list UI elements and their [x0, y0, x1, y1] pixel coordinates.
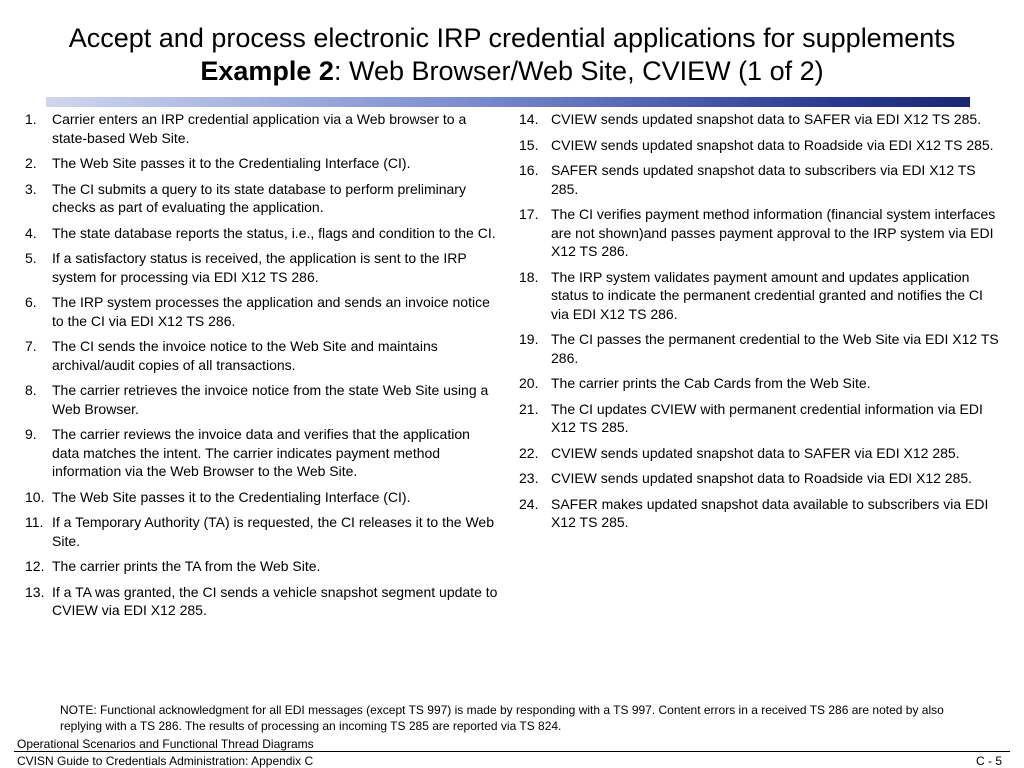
- step-text: The state database reports the status, i.e., flags and condition to the CI.: [52, 224, 496, 241]
- step-text: The CI sends the invoice notice to the Web Site and maintains archival/audit copies of all transactions.: [52, 338, 438, 373]
- slide-title: [0, 22, 1024, 88]
- step-text: The IRP system processes the application and sends an invoice notice to the CI via EDI X12 TS 286.: [52, 294, 490, 329]
- step-number: 10.: [25, 488, 45, 505]
- step-number: 20.: [519, 375, 539, 391]
- step-item: [25, 425, 500, 481]
- step-number: 24.: [519, 495, 539, 512]
- title-example-label: Example 2: [200, 56, 334, 86]
- step-text: CVIEW sends updated snapshot data to Roadside via EDI X12 TS 285.: [551, 136, 994, 153]
- step-text: The CI verifies payment method information (financial system interfaces are not shown)and passes payment approval to the IRP system via EDI X12 TS 286.: [551, 206, 996, 259]
- step-item: [25, 154, 500, 173]
- footer-page-number: C - 5: [975, 754, 1002, 768]
- footer-divider: [14, 751, 1010, 752]
- step-text: The carrier retrieves the invoice notice from the state Web Site using a Web Browser.: [52, 382, 489, 417]
- title-main: Accept and process electronic IRP credential applications for supplements: [68, 23, 956, 53]
- step-item: [519, 136, 1004, 155]
- title-example-description: : Web Browser/Web Site, CVIEW (1 of 2): [333, 56, 824, 86]
- step-text: If a satisfactory status is received, the application is sent to the IRP system for processing via EDI X12 TS 286.: [52, 250, 467, 285]
- step-number: 11.: [25, 514, 44, 530]
- step-item: [519, 330, 1004, 367]
- step-number: 12.: [25, 558, 45, 574]
- step-text: The carrier prints the TA from the Web Site.: [52, 558, 321, 574]
- step-item: [25, 513, 500, 550]
- step-text: The CI updates CVIEW with permanent credential information via EDI X12 TS 285.: [551, 400, 983, 435]
- footer-document-title: CVISN Guide to Credentials Administration: Appendix C: [17, 754, 314, 768]
- step-number: 13.: [25, 583, 45, 600]
- step-number: 3.: [25, 180, 37, 197]
- step-item: [25, 557, 500, 576]
- step-item: [25, 337, 500, 374]
- step-number: 5.: [25, 250, 37, 266]
- step-text: The IRP system validates payment amount and updates application status to indicate the permanent credential granted and notifies the CI via EDI X12 TS 286.: [551, 268, 983, 322]
- step-text: The carrier reviews the invoice data and verifies that the application data matches the intent. The carrier indicates payment method information via the Web Browser to the Web Site.: [52, 426, 470, 479]
- step-number: 18.: [519, 268, 539, 285]
- step-text: If a Temporary Authority (TA) is requested, the CI releases it to the Web Site.: [52, 514, 494, 549]
- steps-left-column: [25, 110, 500, 627]
- step-text: The Web Site passes it to the Credentialing Interface (CI).: [52, 488, 411, 505]
- step-number: 9.: [25, 426, 37, 442]
- step-number: 15.: [519, 136, 539, 153]
- step-number: 4.: [25, 224, 37, 241]
- step-number: 1.: [25, 111, 37, 127]
- step-number: 23.: [519, 470, 539, 486]
- step-item: [25, 249, 500, 286]
- step-text: The CI passes the permanent credential to the Web Site via EDI X12 TS 286.: [551, 331, 999, 366]
- footer-section-title: Operational Scenarios and Functional Thread Diagrams: [17, 737, 314, 751]
- step-text: CVIEW sends updated snapshot data to Roadside via EDI X12 285.: [551, 470, 973, 486]
- step-item: [25, 293, 500, 330]
- step-item: [519, 110, 1004, 129]
- step-text: CVIEW sends updated snapshot data to SAFER via EDI X12 285.: [551, 444, 960, 461]
- step-item: [519, 400, 1004, 437]
- step-number: 21.: [519, 400, 539, 417]
- step-item: [519, 469, 1004, 488]
- step-item: [519, 205, 1004, 261]
- step-item: [519, 374, 1004, 393]
- step-number: 7.: [25, 338, 37, 354]
- steps-right-column: [519, 110, 1004, 539]
- step-text: Carrier enters an IRP credential application via a Web browser to a state-based Web Site.: [52, 111, 467, 146]
- step-item: [25, 583, 500, 620]
- step-item: [25, 381, 500, 418]
- edi-acknowledgment-note: NOTE: Functional acknowledgment for all EDI messages (except TS 997) is made by responding with a TS 997. Content errors in a received TS 286 are noted by also replying with a TS 286. The results of processing an incoming TS 285 are reported via TS 824.: [60, 703, 944, 733]
- step-text: If a TA was granted, the CI sends a vehicle snapshot segment update to CVIEW via EDI X12 285.: [52, 583, 498, 618]
- step-number: 6.: [25, 294, 37, 310]
- step-item: [25, 488, 500, 507]
- step-text: SAFER makes updated snapshot data available to subscribers via EDI X12 TS 285.: [551, 495, 989, 530]
- step-item: [25, 180, 500, 217]
- step-number: 2.: [25, 155, 37, 171]
- step-text: The CI submits a query to its state database to perform preliminary checks as part of evaluating the application.: [52, 180, 466, 215]
- step-item: [519, 268, 1004, 324]
- step-number: 19.: [519, 331, 539, 347]
- step-item: [519, 495, 1004, 532]
- step-text: CVIEW sends updated snapshot data to SAFER via EDI X12 TS 285.: [551, 111, 982, 127]
- step-number: 22.: [519, 444, 539, 461]
- step-number: 14.: [519, 111, 539, 127]
- step-number: 16.: [519, 162, 539, 178]
- step-item: [25, 110, 500, 147]
- title-gradient-bar: [46, 97, 970, 107]
- step-text: The carrier prints the Cab Cards from the Web Site.: [551, 375, 871, 391]
- step-text: The Web Site passes it to the Credentialing Interface (CI).: [52, 155, 411, 171]
- step-number: 8.: [25, 382, 37, 398]
- step-item: [519, 161, 1004, 198]
- step-item: [25, 224, 500, 243]
- title-subtitle: [0, 55, 1024, 88]
- step-number: 17.: [519, 206, 539, 222]
- step-text: SAFER sends updated snapshot data to subscribers via EDI X12 TS 285.: [551, 162, 976, 197]
- step-item: [519, 444, 1004, 463]
